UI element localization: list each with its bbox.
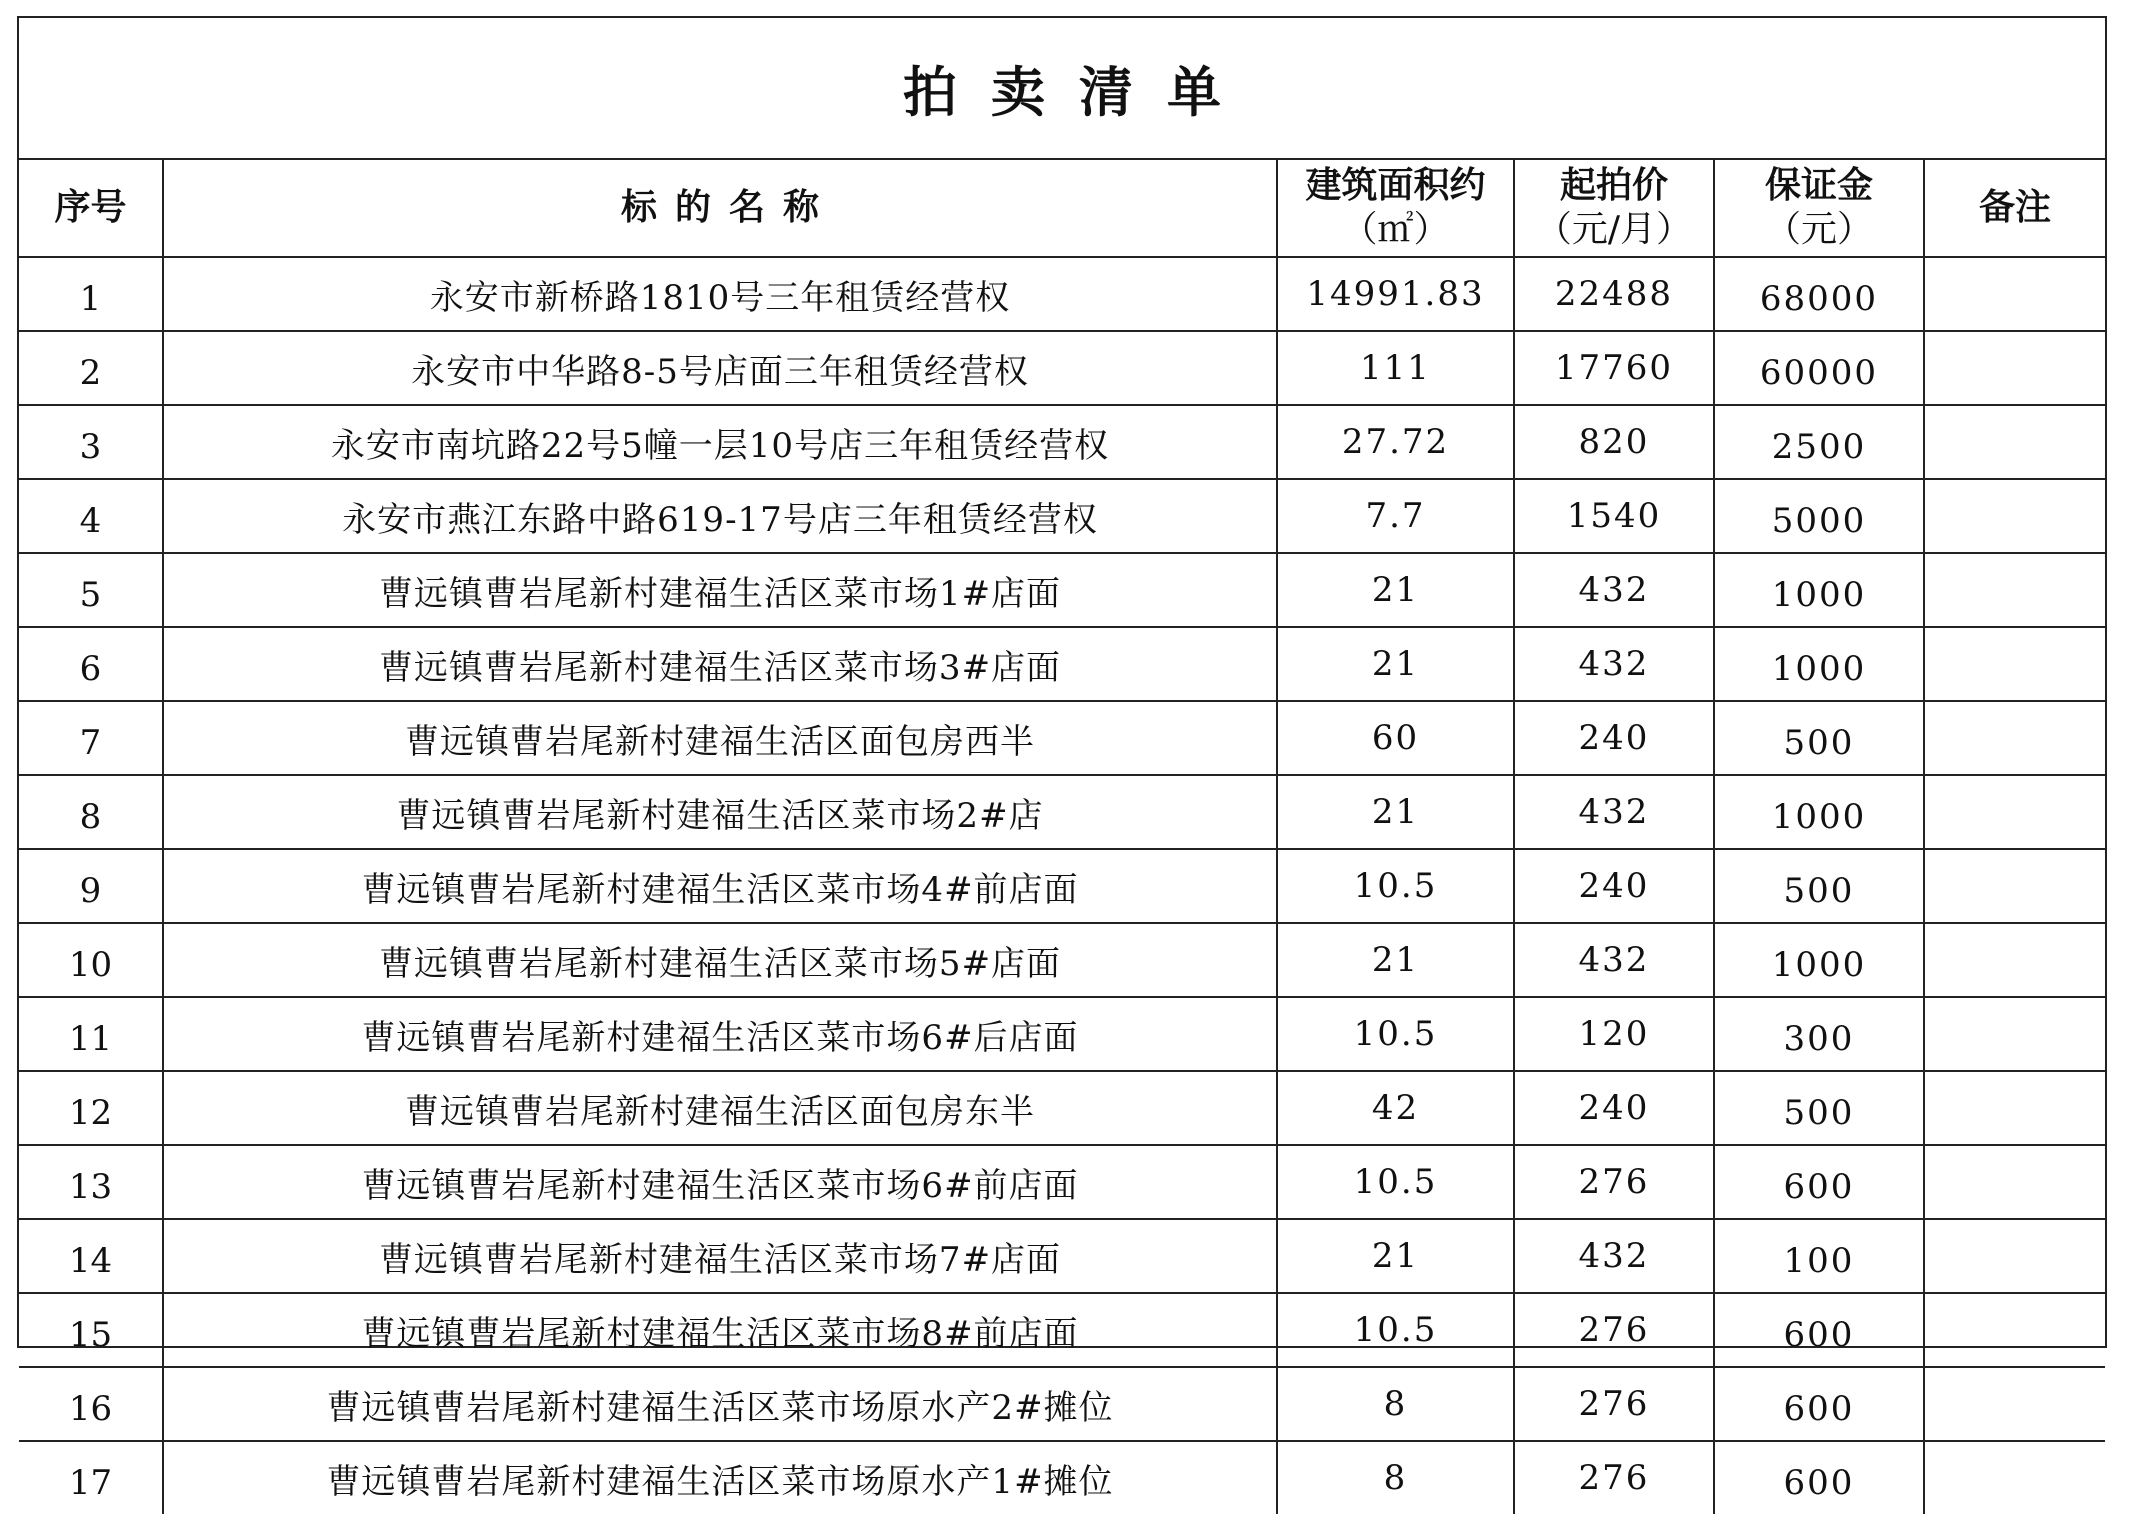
row-area: 10.5 [1277, 849, 1514, 923]
row-item-name: 永安市南坑路22号5幢一层10号店三年租赁经营权 [163, 405, 1277, 479]
row-number: 17 [19, 1441, 163, 1514]
header-deposit-unit: （元） [1764, 209, 1873, 250]
table-row [19, 405, 2105, 479]
row-note [1924, 405, 2105, 479]
row-number: 7 [19, 701, 163, 775]
row-number: 15 [19, 1293, 163, 1367]
row-deposit: 1000 [1714, 553, 1924, 627]
row-item-name: 曹远镇曹岩尾新村建福生活区菜市场1#店面 [163, 553, 1277, 627]
row-start-price: 820 [1514, 405, 1714, 479]
row-deposit: 1000 [1714, 775, 1924, 849]
row-number: 8 [19, 775, 163, 849]
table-row [19, 1071, 2105, 1145]
row-area: 21 [1277, 923, 1514, 997]
row-deposit: 600 [1714, 1293, 1924, 1367]
header-area-label: 建筑面积约 [1305, 165, 1486, 206]
row-number: 11 [19, 997, 163, 1071]
header-name-label: 标的名称 [620, 187, 837, 228]
row-item-name: 曹远镇曹岩尾新村建福生活区菜市场原水产2#摊位 [163, 1367, 1277, 1441]
row-item-name: 曹远镇曹岩尾新村建福生活区面包房西半 [163, 701, 1277, 775]
row-number: 9 [19, 849, 163, 923]
row-start-price: 22488 [1514, 257, 1714, 331]
row-note [1924, 1071, 2105, 1145]
table-row [19, 1293, 2105, 1367]
row-area: 42 [1277, 1071, 1514, 1145]
row-area: 111 [1277, 331, 1514, 405]
header-area-unit: （㎡） [1341, 209, 1450, 250]
row-start-price: 240 [1514, 1071, 1714, 1145]
row-item-name: 曹远镇曹岩尾新村建福生活区菜市场8#前店面 [163, 1293, 1277, 1367]
row-start-price: 1540 [1514, 479, 1714, 553]
row-number: 2 [19, 331, 163, 405]
row-area: 21 [1277, 553, 1514, 627]
header-name [163, 160, 1277, 257]
table-row [19, 479, 2105, 553]
row-area: 27.72 [1277, 405, 1514, 479]
table-row [19, 331, 2105, 405]
row-note [1924, 1293, 2105, 1367]
row-note [1924, 1219, 2105, 1293]
row-note [1924, 1367, 2105, 1441]
row-start-price: 276 [1514, 1441, 1714, 1514]
table-row [19, 923, 2105, 997]
row-note [1924, 775, 2105, 849]
row-area: 7.7 [1277, 479, 1514, 553]
header-row [19, 160, 2105, 257]
row-start-price: 120 [1514, 997, 1714, 1071]
title-row [19, 18, 2105, 160]
page-title: 拍卖清单 [903, 60, 1255, 124]
row-note [1924, 331, 2105, 405]
header-no: 序号 [19, 160, 163, 257]
row-area: 10.5 [1277, 997, 1514, 1071]
row-number: 12 [19, 1071, 163, 1145]
header-price-label: 起拍价 [1559, 165, 1668, 206]
table-row [19, 997, 2105, 1071]
row-area: 8 [1277, 1441, 1514, 1514]
row-note [1924, 627, 2105, 701]
row-deposit: 60000 [1714, 331, 1924, 405]
row-area: 60 [1277, 701, 1514, 775]
row-deposit: 500 [1714, 849, 1924, 923]
row-deposit: 300 [1714, 997, 1924, 1071]
row-note [1924, 701, 2105, 775]
auction-list-sheet [17, 16, 2107, 1503]
row-item-name: 曹远镇曹岩尾新村建福生活区菜市场6#后店面 [163, 997, 1277, 1071]
row-start-price: 240 [1514, 701, 1714, 775]
table-row [19, 701, 2105, 775]
table-row [19, 627, 2105, 701]
header-price-unit: （元/月） [1535, 209, 1693, 250]
row-item-name: 曹远镇曹岩尾新村建福生活区菜市场3#店面 [163, 627, 1277, 701]
row-area: 10.5 [1277, 1145, 1514, 1219]
table-row [19, 553, 2105, 627]
row-area: 21 [1277, 775, 1514, 849]
row-area: 8 [1277, 1367, 1514, 1441]
row-item-name: 永安市中华路8-5号店面三年租赁经营权 [163, 331, 1277, 405]
table-row [19, 775, 2105, 849]
row-number: 1 [19, 257, 163, 331]
row-number: 3 [19, 405, 163, 479]
row-start-price: 432 [1514, 553, 1714, 627]
row-item-name: 曹远镇曹岩尾新村建福生活区面包房东半 [163, 1071, 1277, 1145]
row-area: 21 [1277, 627, 1514, 701]
row-area: 10.5 [1277, 1293, 1514, 1367]
header-area [1277, 160, 1514, 257]
row-deposit: 500 [1714, 1071, 1924, 1145]
row-deposit: 2500 [1714, 405, 1924, 479]
row-note [1924, 849, 2105, 923]
row-number: 6 [19, 627, 163, 701]
row-note [1924, 997, 2105, 1071]
row-start-price: 432 [1514, 1219, 1714, 1293]
table-row [19, 257, 2105, 331]
row-deposit: 68000 [1714, 257, 1924, 331]
row-item-name: 曹远镇曹岩尾新村建福生活区菜市场4#前店面 [163, 849, 1277, 923]
row-note [1924, 1441, 2105, 1514]
row-area: 21 [1277, 1219, 1514, 1293]
row-deposit: 1000 [1714, 923, 1924, 997]
row-number: 16 [19, 1367, 163, 1441]
table-row [19, 1219, 2105, 1293]
row-note [1924, 257, 2105, 331]
row-item-name: 曹远镇曹岩尾新村建福生活区菜市场原水产1#摊位 [163, 1441, 1277, 1514]
table-row [19, 849, 2105, 923]
row-deposit: 600 [1714, 1441, 1924, 1514]
row-deposit: 600 [1714, 1145, 1924, 1219]
row-deposit: 1000 [1714, 627, 1924, 701]
row-number: 14 [19, 1219, 163, 1293]
row-item-name: 曹远镇曹岩尾新村建福生活区菜市场5#店面 [163, 923, 1277, 997]
row-item-name: 永安市燕江东路中路619-17号店三年租赁经营权 [163, 479, 1277, 553]
table-row [19, 1145, 2105, 1219]
table-row [19, 1441, 2105, 1514]
row-deposit: 600 [1714, 1367, 1924, 1441]
row-number: 13 [19, 1145, 163, 1219]
table-row [19, 1367, 2105, 1441]
row-start-price: 432 [1514, 775, 1714, 849]
row-number: 4 [19, 479, 163, 553]
table-header [19, 160, 2105, 257]
row-item-name: 曹远镇曹岩尾新村建福生活区菜市场6#前店面 [163, 1145, 1277, 1219]
row-start-price: 276 [1514, 1145, 1714, 1219]
header-note: 备注 [1924, 160, 2105, 257]
row-start-price: 240 [1514, 849, 1714, 923]
row-deposit: 5000 [1714, 479, 1924, 553]
row-start-price: 276 [1514, 1367, 1714, 1441]
header-price [1514, 160, 1714, 257]
row-note [1924, 923, 2105, 997]
row-deposit: 500 [1714, 701, 1924, 775]
row-start-price: 432 [1514, 627, 1714, 701]
row-note [1924, 1145, 2105, 1219]
row-start-price: 17760 [1514, 331, 1714, 405]
row-number: 10 [19, 923, 163, 997]
row-note [1924, 553, 2105, 627]
header-deposit [1714, 160, 1924, 257]
row-note [1924, 479, 2105, 553]
row-start-price: 276 [1514, 1293, 1714, 1367]
row-deposit: 100 [1714, 1219, 1924, 1293]
auction-table [19, 160, 2105, 1514]
row-item-name: 永安市新桥路1810号三年租赁经营权 [163, 257, 1277, 331]
row-start-price: 432 [1514, 923, 1714, 997]
row-item-name: 曹远镇曹岩尾新村建福生活区菜市场7#店面 [163, 1219, 1277, 1293]
table-body [19, 257, 2105, 1514]
header-deposit-label: 保证金 [1764, 165, 1873, 206]
row-number: 5 [19, 553, 163, 627]
row-area: 14991.83 [1277, 257, 1514, 331]
row-item-name: 曹远镇曹岩尾新村建福生活区菜市场2#店 [163, 775, 1277, 849]
